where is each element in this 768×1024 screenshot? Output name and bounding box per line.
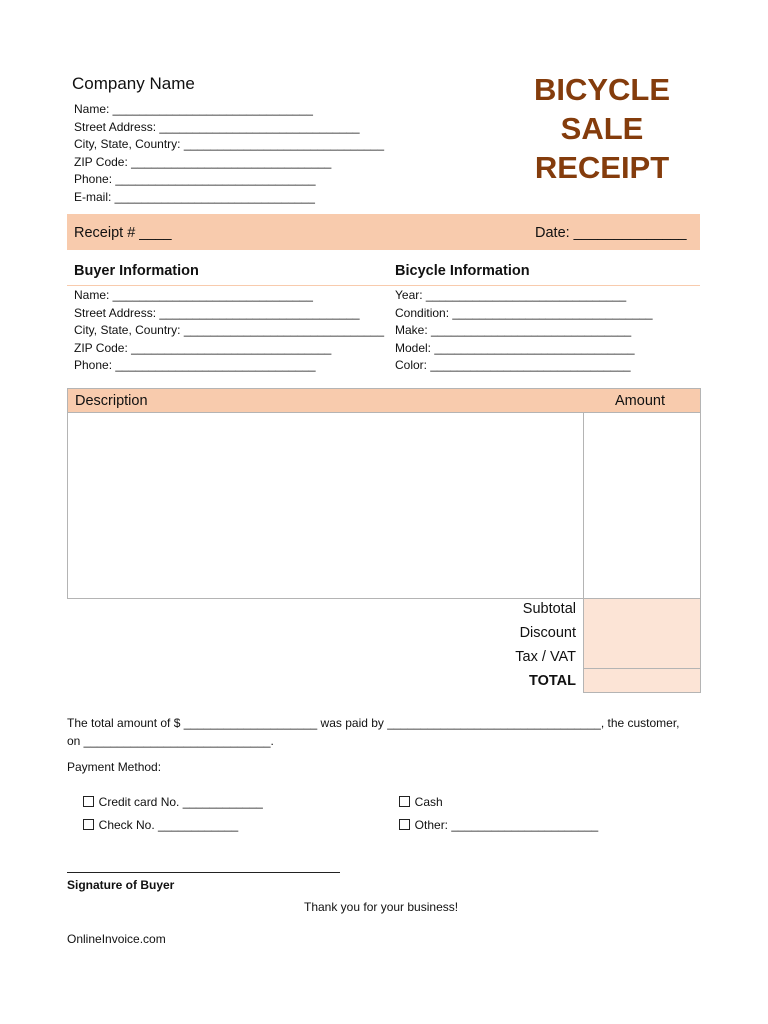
company-zip-field[interactable]: ZIP Code: ______________________________ — [74, 155, 332, 169]
buyer-street-field[interactable]: Street Address: ______________________________ — [74, 306, 360, 320]
bicycle-condition-field[interactable]: Condition: ______________________________ — [395, 306, 653, 320]
signature-label: Signature of Buyer — [67, 878, 175, 892]
buyer-zip-field[interactable]: ZIP Code: ______________________________ — [74, 341, 332, 355]
company-city-field[interactable]: City, State, Country: ______________________________ — [74, 137, 385, 151]
bicycle-color-field[interactable]: Color: ______________________________ — [395, 358, 631, 372]
subtotal-label: Subtotal — [522, 601, 576, 617]
description-header: Description — [75, 393, 148, 409]
footer-website: OnlineInvoice.com — [67, 932, 166, 946]
amount-header: Amount — [615, 393, 665, 409]
company-street-field[interactable]: Street Address: ______________________________ — [74, 120, 360, 134]
date-field[interactable]: Date: ______________ — [535, 225, 687, 241]
other-label: Other: ______________________ — [414, 818, 599, 832]
company-email-field[interactable]: E-mail: ______________________________ — [74, 190, 315, 204]
bicycle-model-field[interactable]: Model: ______________________________ — [395, 341, 635, 355]
other-checkbox[interactable] — [399, 819, 410, 830]
discount-label: Discount — [519, 625, 576, 641]
tax-label: Tax / VAT — [515, 649, 576, 665]
description-table — [67, 388, 701, 599]
other-option[interactable] — [392, 804, 598, 832]
check-checkbox[interactable] — [83, 819, 94, 830]
discount-value-cell[interactable] — [583, 622, 701, 646]
credit-card-label: Credit card No. ____________ — [98, 795, 263, 809]
company-phone-field[interactable]: Phone: ______________________________ — [74, 172, 316, 186]
buyer-info-heading: Buyer Information — [74, 263, 199, 279]
check-label: Check No. ____________ — [98, 818, 239, 832]
buyer-phone-field[interactable]: Phone: ______________________________ — [74, 358, 316, 372]
description-table-header — [68, 389, 700, 413]
section-divider — [67, 285, 700, 286]
payment-statement-line2[interactable]: on ____________________________. — [67, 734, 274, 748]
document-title: BICYCLE SALE RECEIPT — [533, 72, 671, 185]
check-option[interactable] — [76, 804, 238, 832]
company-name-field[interactable]: Name: ______________________________ — [74, 102, 313, 116]
column-divider — [583, 413, 584, 598]
bicycle-info-heading: Bicycle Information — [395, 263, 530, 279]
payment-method-label: Payment Method: — [67, 760, 162, 774]
tax-value-cell[interactable] — [583, 645, 701, 669]
bicycle-make-field[interactable]: Make: ______________________________ — [395, 323, 632, 337]
bicycle-year-field[interactable]: Year: ______________________________ — [395, 288, 627, 302]
signature-line[interactable] — [67, 872, 340, 873]
subtotal-value-cell[interactable] — [583, 598, 701, 623]
total-label: TOTAL — [529, 673, 576, 689]
buyer-city-field[interactable]: City, State, Country: ______________________________ — [74, 323, 385, 337]
thank-you-note: Thank you for your business! — [304, 900, 459, 914]
total-value-cell[interactable] — [583, 669, 701, 693]
cash-label: Cash — [414, 795, 443, 809]
receipt-number-field[interactable]: Receipt # ____ — [74, 225, 172, 241]
buyer-name-field[interactable]: Name: ______________________________ — [74, 288, 313, 302]
company-name: Company Name — [72, 74, 195, 93]
payment-statement-line1[interactable]: The total amount of $ ____________________ was paid by ________________________________, the customer, — [67, 716, 680, 730]
